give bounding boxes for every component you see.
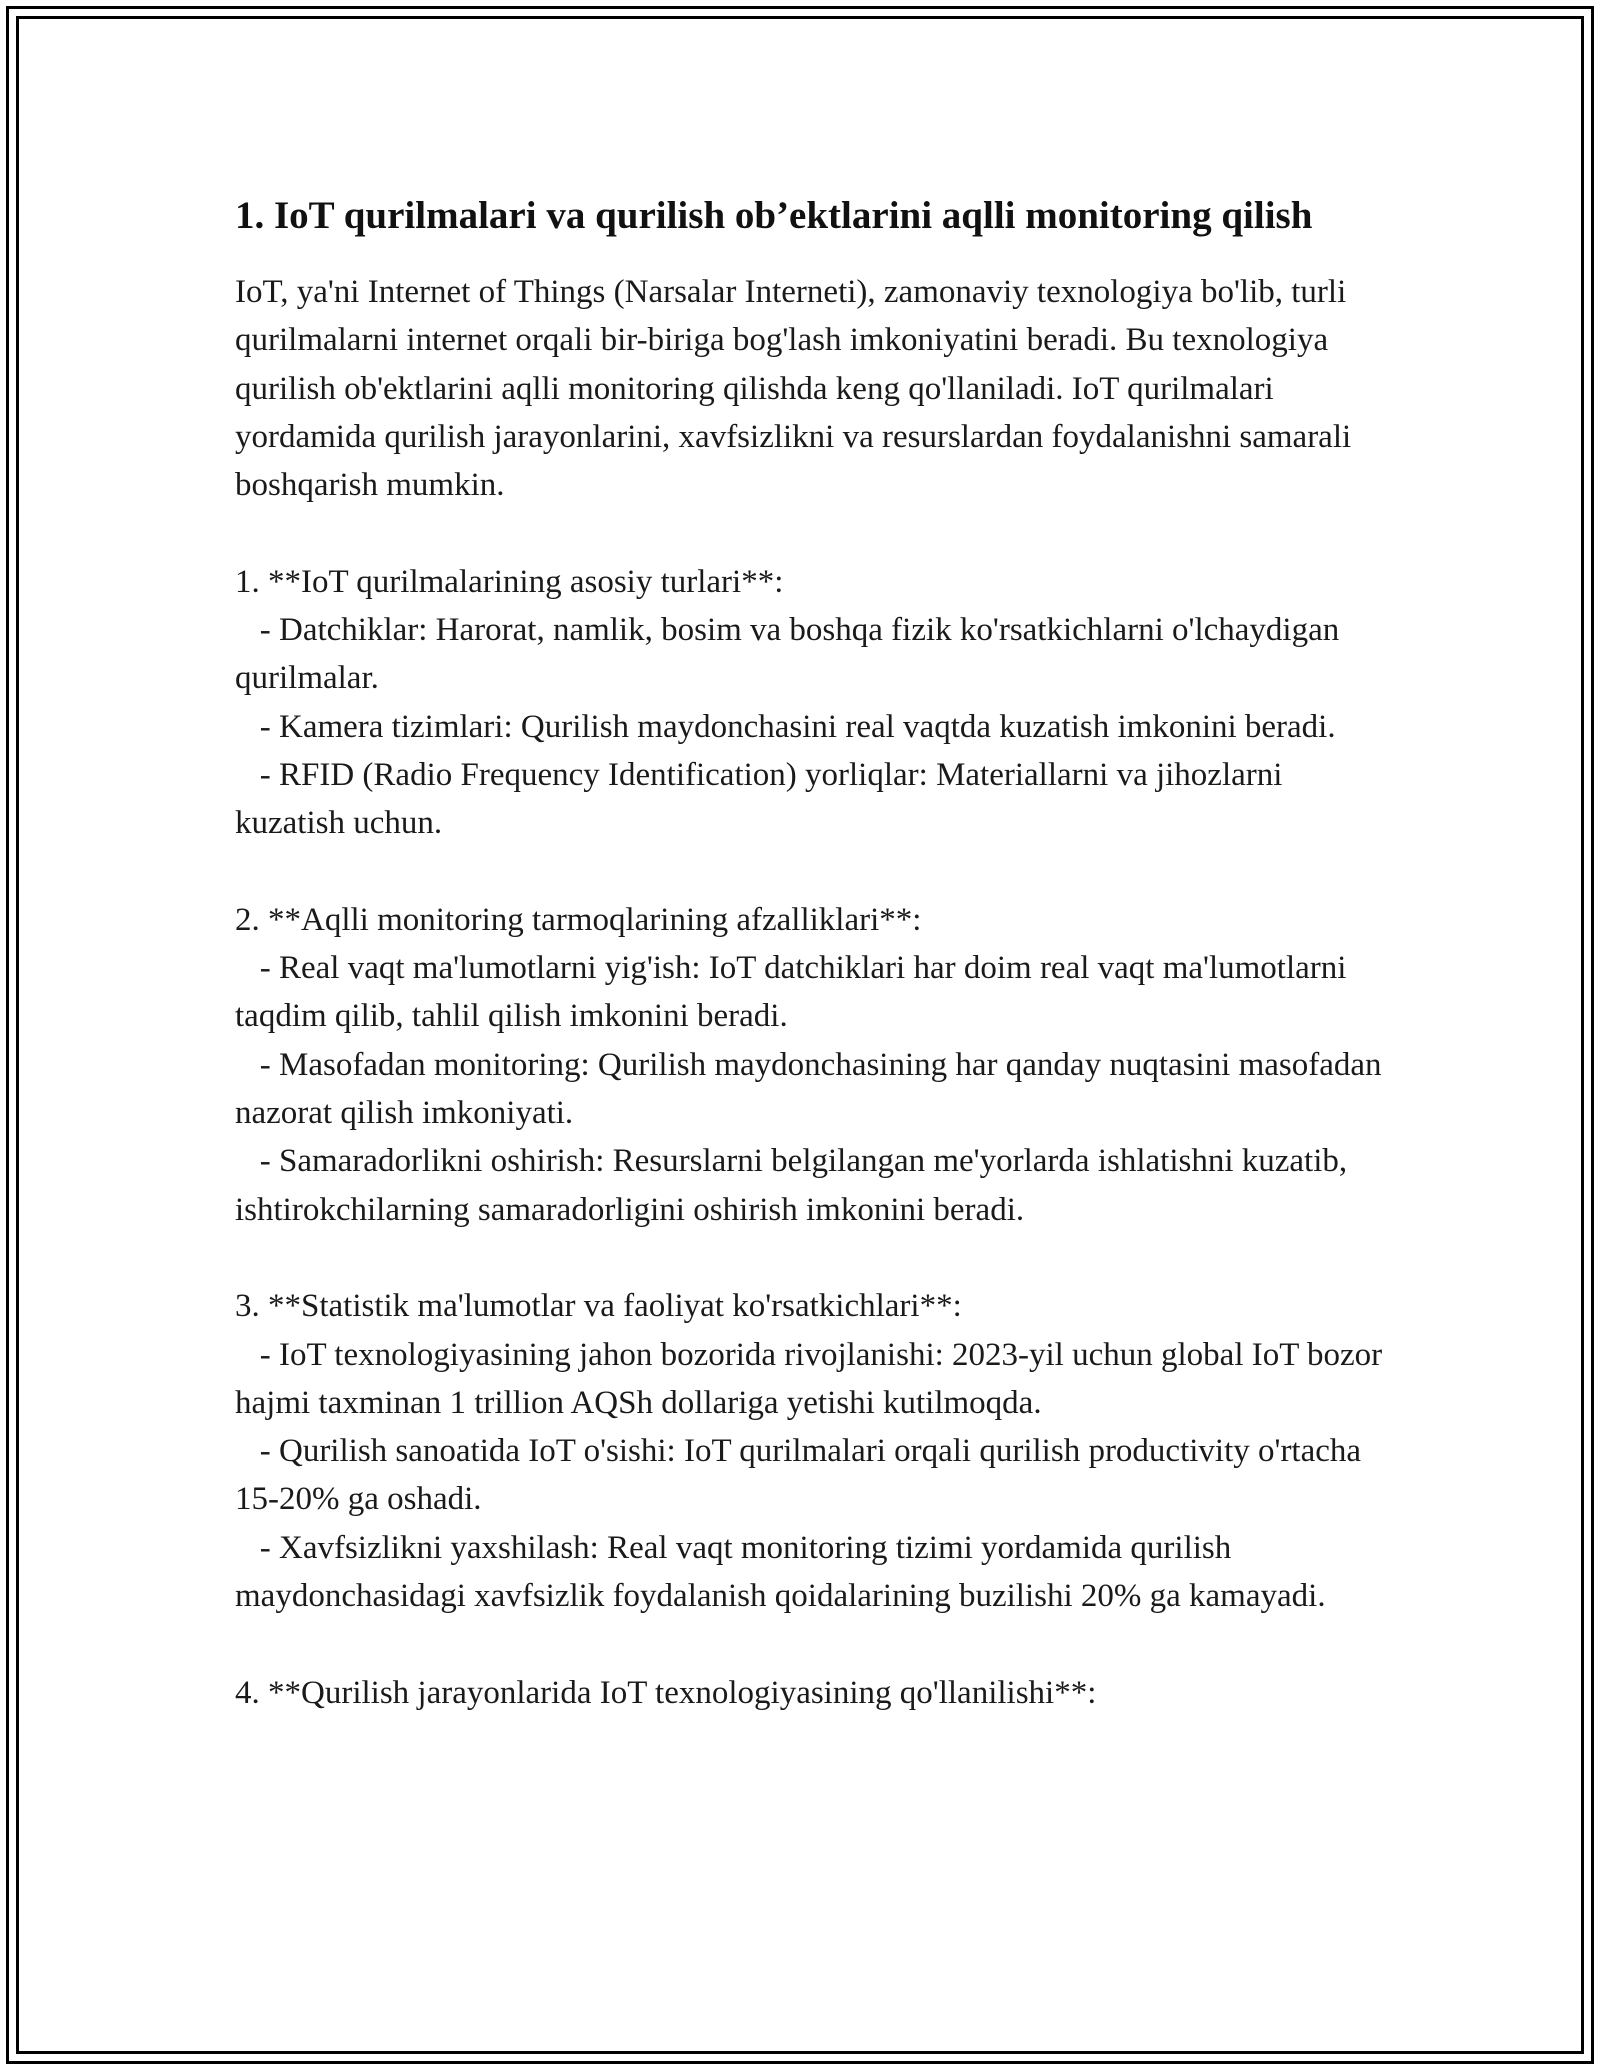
document-title: 1. IoT qurilmalari va qurilish ob’ektlarini aqlli monitoring qilish — [235, 194, 1313, 237]
document-content — [235, 188, 1385, 1717]
document-body: IoT, ya'ni Internet of Things (Narsalar Interneti), zamonaviy texnologiya bo'lib, turli qurilmalarni internet orqali bir-biriga bog'lash imkoniyatini beradi. Bu texnologiya qurilish ob'ektlarini aqlli monitoring qilishda keng qo'llaniladi. IoT qurilmalari yordamida qurilish jarayonlarini, xavfsizlikni va resurslardan foydalanishni samarali boshqarish mumkin. 1. **IoT qurilmalarining asosiy turlari**: - Datchiklar: Harorat, namlik, bosim va boshqa fizik ko'rsatkichlarni o'lchaydigan qurilmalar. - Kamera tizimlari: Qurilish maydonchasini real vaqtda kuzatish imkonini beradi. - RFID (Radio Frequency Identification) yorliqlar: Materiallarni va jihozlarni kuzatish uchun. 2. **Aqlli monitoring tarmoqlarining afzalliklari**: - Real vaqt ma'lumotlarni yig'ish: IoT datchiklari har doim real vaqt ma'lumotlarni taqdim qilib, tahlil qilish imkonini beradi. - Masofadan monitoring: Qurilish maydonchasining har qanday nuqtasini masofadan nazorat qilish imkoniyati. - Samaradorlikni oshirish: Resurslarni belgilangan me'yorlarda ishlatishni kuzatib, ishtirokchilarning samaradorligini oshirish imkonini beradi. 3. **Statistik ma'lumotlar va faoliyat ko'rsatkichlari**: - IoT texnologiyasining jahon bozorida rivojlanishi: 2023-yil uchun global IoT bozor hajmi taxminan 1 trillion AQSh dollariga yetishi kutilmoqda. - Qurilish sanoatida IoT o'sishi: IoT qurilmalari orqali qurilish productivity o'rtacha 15-20% ga oshadi. - Xavfsizlikni yaxshilash: Real vaqt monitoring tizimi yordamida qurilish maydonchasidagi xavfsizlik foydalanish qoidalarining buzilishi 20% ga kamayadi. 4. **Qurilish jarayonlarida IoT texnologiyasining qo'llanilishi**: — [235, 274, 1383, 1711]
